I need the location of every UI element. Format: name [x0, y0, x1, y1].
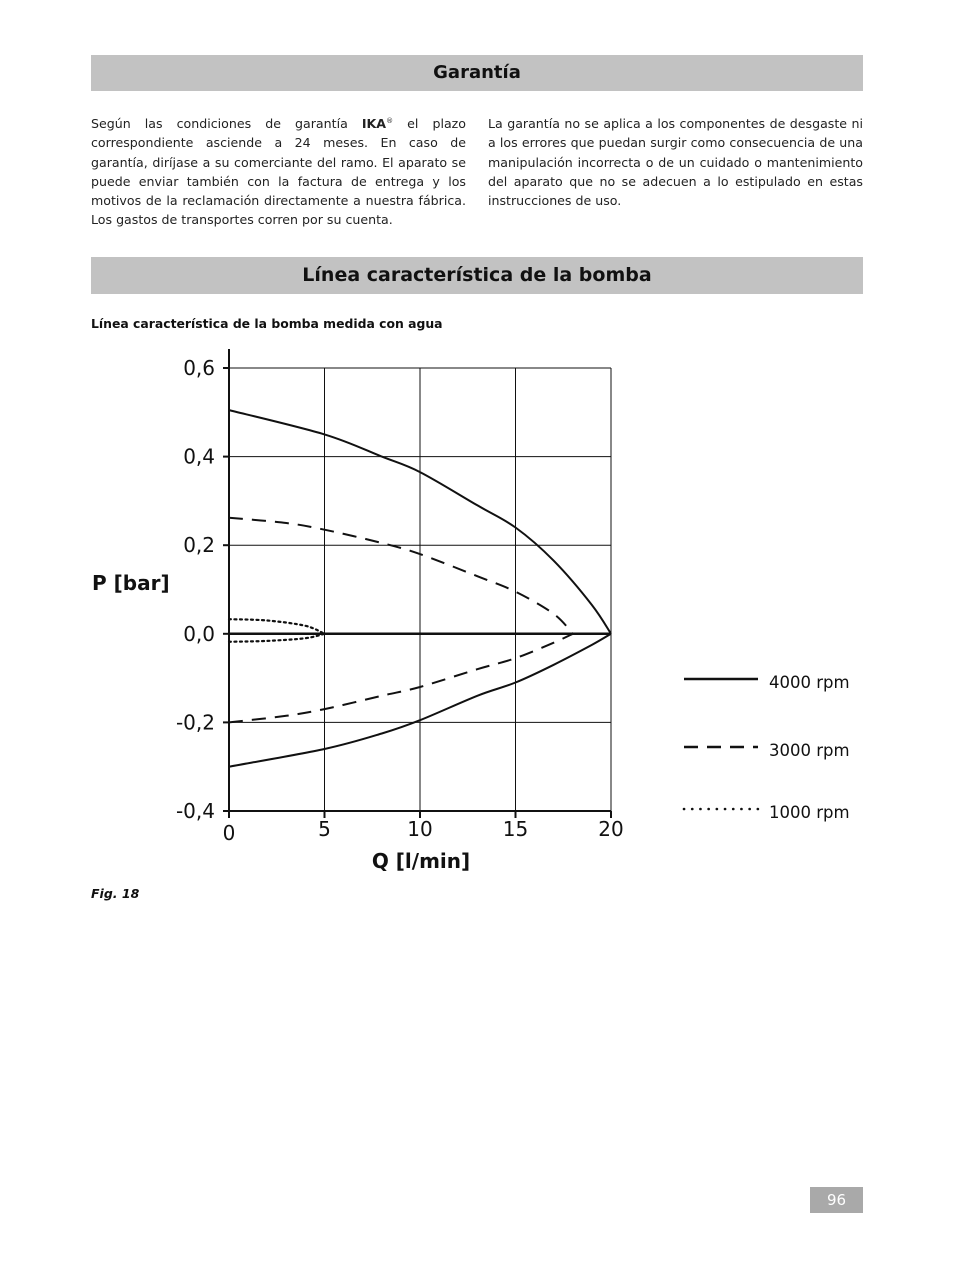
x-tick-label: 5 — [318, 817, 331, 841]
series-line-3000-rpm-lower — [229, 634, 573, 723]
x-tick-label: 10 — [407, 817, 433, 841]
brand-name: IKA — [361, 116, 387, 131]
section-title-garantia: Garantía — [433, 62, 521, 83]
section-title-bomba: Línea característica de la bomba — [302, 264, 652, 286]
garantia-left-text-end: el plazo correspondiente asciende a 24 meses. En caso de garantía, diríjase a su comerciante del ramo. El aparato se puede enviar también con la factura de entrega y los motivos de la reclamación directamente a nuestra fábrica. Los gastos de transportes corren por su cuenta. — [91, 116, 466, 228]
y-axis-label: P [bar] — [92, 571, 170, 595]
legend-label: 1000 rpm — [769, 803, 850, 822]
y-tick-label: 0,6 — [183, 356, 215, 380]
x-axis-label: Q [l/min] — [371, 849, 471, 873]
chart-subtitle: Línea característica de la bomba medida con agua — [91, 316, 443, 331]
y-tick-label: -0,4 — [175, 799, 215, 823]
y-tick-label: 0,4 — [183, 444, 215, 469]
legend-label: 3000 rpm — [769, 741, 850, 760]
registered-mark: ® — [386, 117, 394, 125]
y-tick-label: 0,0 — [183, 621, 215, 646]
x-tick-label: 0 — [222, 821, 236, 845]
x-tick-label: 15 — [502, 817, 529, 841]
series-line-3000-rpm-upper — [229, 518, 573, 634]
figure-caption: Fig. 18 — [91, 886, 140, 901]
y-tick-label: 0,2 — [183, 533, 215, 558]
x-tick-label: 20 — [598, 817, 624, 841]
page-number: 96 — [810, 1187, 863, 1213]
series-line-1000-rpm-upper — [229, 619, 325, 634]
legend-label: 4000 rpm — [769, 673, 850, 692]
y-tick-label: -0,2 — [175, 710, 215, 735]
garantia-left-text-start: Según las condiciones de garantía — [91, 116, 362, 131]
garantia-right-text: La garantía no se aplica a los componentes de desgaste ni a los errores que puedan surgir como consecuencia de una manipulación incorrecta o de un cuidado o mantenimiento del aparato que no se adecuen a lo estipulado en estas instrucciones de uso. — [488, 116, 863, 209]
